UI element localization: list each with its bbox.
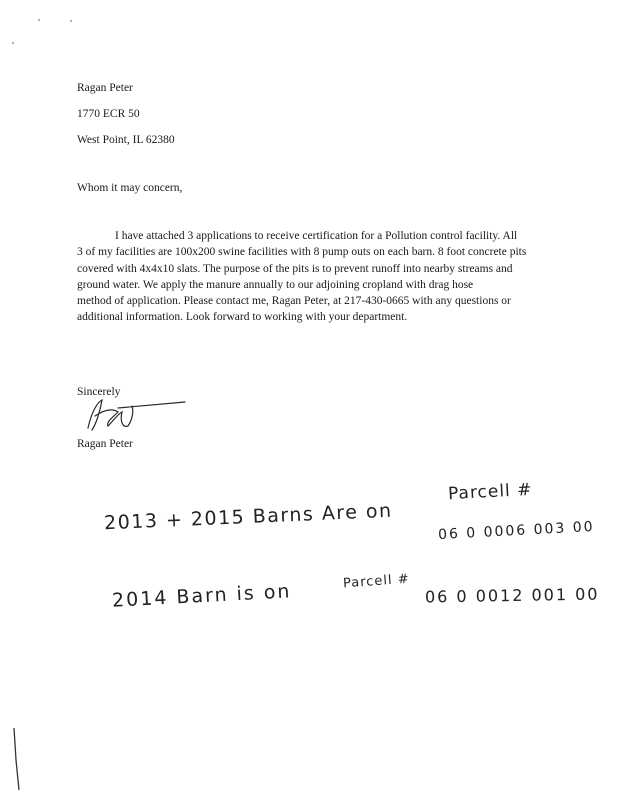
- handwritten-parcel-number: 06 0 0006 003 00: [437, 518, 595, 544]
- body-line: I have attached 3 applications to receive certification for a Pollution control facility. All: [115, 230, 518, 242]
- body-line: 3 of my facilities are 100x200 swine facilities with 8 pump outs on each barn. 8 foot concrete pits: [77, 246, 527, 259]
- handwritten-note-barns-2013-2015: 2013 + 2015 Barns Are on: [103, 499, 394, 535]
- handwritten-parcel-number: 06 0 0012 001 00: [424, 584, 600, 607]
- sender-name: Ragan Peter: [77, 82, 133, 94]
- sender-city: West Point, IL 62380: [77, 134, 175, 146]
- body-line: additional information. Look forward to working with your department.: [77, 311, 408, 324]
- handwritten-note-barn-2014: 2014 Barn is on: [111, 580, 292, 612]
- handwritten-parcel-label: Parcell #: [342, 571, 411, 592]
- body-line: covered with 4x4x10 slats. The purpose of the pits is to prevent runoff into nearby streams and: [77, 262, 513, 275]
- body-line: method of application. Please contact me, Ragan Peter, at 217-430-0665 with any questions or: [77, 295, 511, 308]
- handwritten-parcel-label: Parcell #: [447, 479, 533, 505]
- body-line: ground water. We apply the manure annually to our adjoining cropland with drag hose: [77, 278, 474, 291]
- signature-name: Ragan Peter: [77, 438, 133, 450]
- closing: Sincerely: [77, 386, 121, 398]
- sender-street: 1770 ECR 50: [77, 108, 140, 120]
- salutation: Whom it may concern,: [77, 182, 183, 194]
